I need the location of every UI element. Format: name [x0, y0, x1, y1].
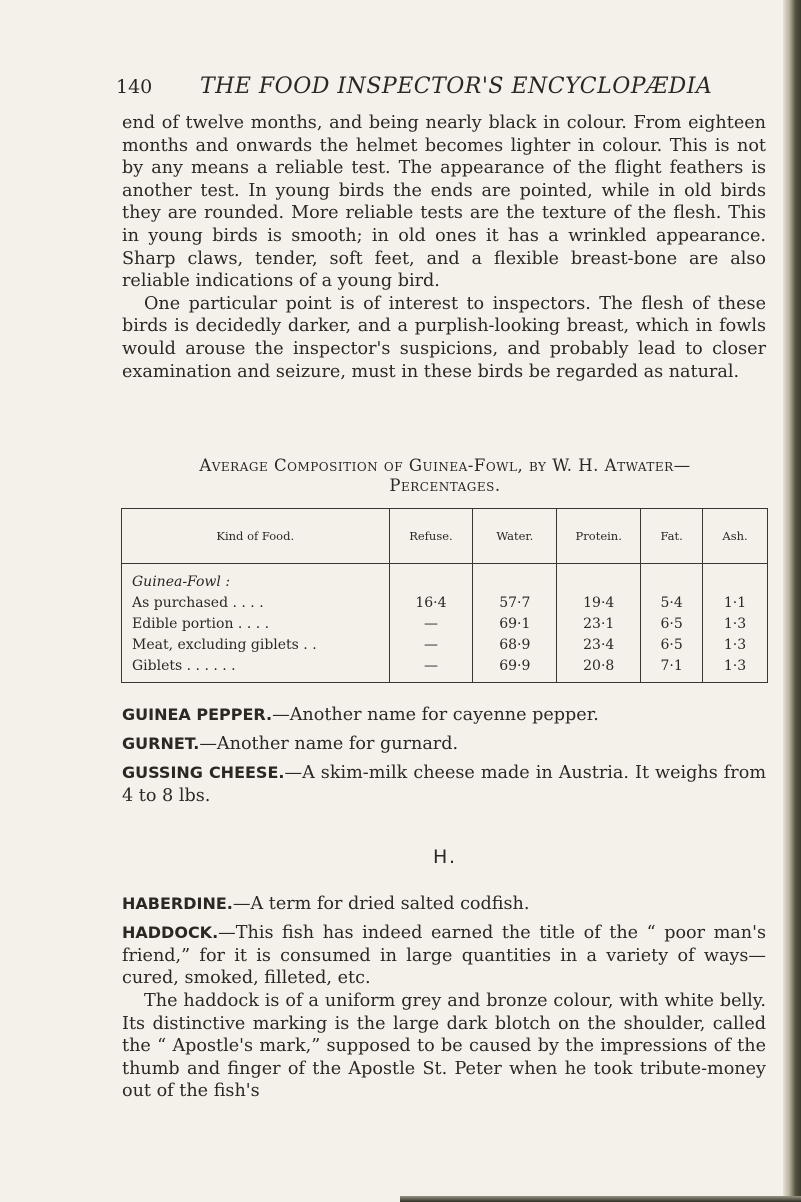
entry-haddock [122, 922, 766, 990]
entry-gurnet [122, 733, 766, 756]
entry-gussing-cheese [122, 762, 766, 807]
col-header-fat: Fat. [641, 509, 703, 564]
cell-water: 57·7 [473, 591, 557, 612]
cell-water: 69·9 [473, 654, 557, 683]
col-header-ash: Ash. [703, 509, 768, 564]
cell-protein: 20·8 [557, 654, 641, 683]
cell-water: 68·9 [473, 633, 557, 654]
body-text [122, 112, 766, 383]
row-label: As purchased . . . . [122, 591, 390, 612]
cell-refuse: — [389, 633, 473, 654]
col-header-kind: Kind of Food. [122, 509, 390, 564]
cell-protein: 23·1 [557, 612, 641, 633]
cell-fat: 7·1 [641, 654, 703, 683]
cell-refuse: 16·4 [389, 591, 473, 612]
entry-guinea-pepper [122, 704, 766, 727]
entry-headword: GUINEA PEPPER. [122, 705, 273, 724]
entry-haberdine [122, 893, 766, 916]
page-edge [783, 0, 801, 1202]
entry-text: —Another name for cayenne pepper. [272, 705, 599, 725]
entry-text: —This fish has indeed earned the title of the “ poor man's friend,” for it is consumed in large quantities in a variety of ways—cured, smoked, filleted, etc. [122, 923, 766, 989]
cell-ash: 1·1 [703, 591, 768, 612]
paragraph-2: One particular point is of interest to inspectors. The flesh of these birds is decidedly darker, and a purplish-looking breast, which in fowls would arouse the inspector's suspicions, and probably lead to closer examination and seizure, must in these birds be regarded as natural. [122, 293, 766, 382]
haddock-paragraph [122, 990, 766, 1103]
cell-ash: 1·3 [703, 612, 768, 633]
entry-headword: GUSSING CHEESE. [122, 763, 285, 782]
table-row [122, 591, 768, 612]
running-title: THE FOOD INSPECTOR'S ENCYCLOPÆDIA [200, 74, 713, 99]
cell-ash: 1·3 [703, 633, 768, 654]
cell-refuse: — [389, 612, 473, 633]
col-header-protein: Protein. [557, 509, 641, 564]
cell-protein: 23·4 [557, 633, 641, 654]
composition-table [121, 508, 768, 683]
category-label: Guinea-Fowl : [122, 564, 390, 592]
cell-fat: 5·4 [641, 591, 703, 612]
entry-text: —A term for dried salted codfish. [232, 894, 530, 914]
col-header-water: Water. [473, 509, 557, 564]
cell-water: 69·1 [473, 612, 557, 633]
paragraph-1: end of twelve months, and being nearly black in colour. From eighteen months and onwards the helmet becomes lighter in colour. This is not by any means a reliable test. The appearance of the flight feathers is another test. In young birds the ends are pointed, while in old birds they are rounded. More reliable tests are the texture of the flesh. This in young birds is smooth; in old ones it has a wrinkled appearance. Sharp claws, tender, soft feet, and a flexible breast-bone are also reliable indications of a young bird. [122, 113, 766, 292]
cell-fat: 6·5 [641, 612, 703, 633]
entry-headword: GURNET. [122, 734, 200, 753]
row-label: Meat, excluding giblets . . [122, 633, 390, 654]
page-number: 140 [116, 76, 153, 98]
entry-text: —A skim-milk cheese made in Austria. It weighs from 4 to 8 lbs. [122, 763, 766, 806]
row-label: Edible portion . . . . [122, 612, 390, 633]
col-header-refuse: Refuse. [389, 509, 473, 564]
table-row [122, 612, 768, 633]
table-row [122, 633, 768, 654]
entry-headword: HADDOCK. [122, 923, 219, 942]
cell-ash: 1·3 [703, 654, 768, 683]
table-title-line-2: Percentages. [389, 476, 501, 495]
table-row [122, 654, 768, 683]
entry-text: —Another name for gurnard. [199, 734, 459, 754]
cell-fat: 6·5 [641, 633, 703, 654]
paragraph-haddock: The haddock is of a uniform grey and bronze colour, with white belly. Its distinctive marking is the large dark blotch on the shoulder, called the “ Apostle's mark,” supposed to be caused by the impressions of the thumb and finger of the Apostle St. Peter when he took tribute-money out of the fish's [122, 991, 766, 1102]
table-category-row [122, 564, 768, 592]
section-letter: H. [433, 846, 457, 868]
page-header [116, 74, 713, 108]
table-header-row [122, 509, 768, 564]
cell-refuse: — [389, 654, 473, 683]
table-title [120, 456, 770, 496]
cell-protein: 19·4 [557, 591, 641, 612]
entry-headword: HABERDINE. [122, 894, 233, 913]
table-title-line-1: Average Composition of Guinea-Fowl, by W. H. Atwater— [199, 456, 691, 475]
bottom-rule [400, 1196, 801, 1202]
row-label: Giblets . . . . . . [122, 654, 390, 683]
